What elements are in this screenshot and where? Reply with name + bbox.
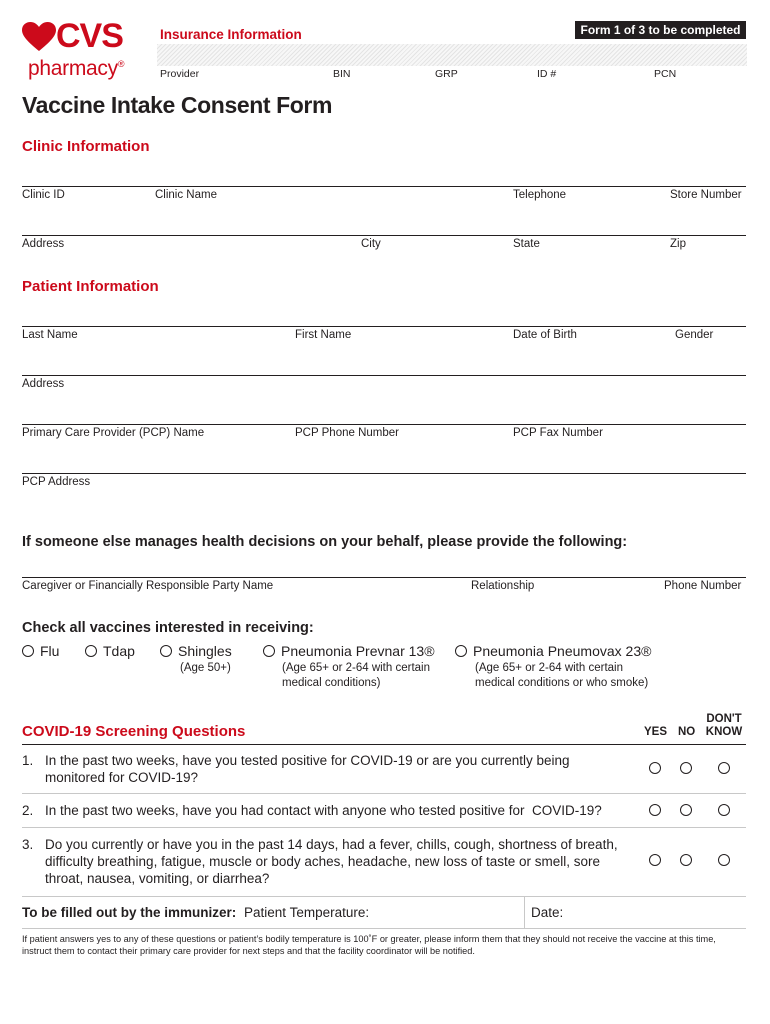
col-dontknow-header: [704, 713, 744, 739]
col-dontknow-line2: KNOW: [705, 726, 743, 738]
vaccine-option-shingles[interactable]: [160, 643, 232, 659]
patient-first-name-label: First Name: [295, 329, 352, 341]
insurance-pcn-label: PCN: [654, 68, 677, 80]
insurance-title: Insurance Information: [160, 27, 302, 42]
clinic-store-number-label: Store Number: [670, 189, 742, 201]
vaccine-option-prevnar[interactable]: [263, 643, 435, 659]
patient-row3-line[interactable]: [22, 424, 746, 425]
patient-temperature-field[interactable]: [390, 900, 520, 926]
date-label: Date:: [531, 905, 564, 920]
form-badge-text: Form 1 of 3 to be completed: [580, 23, 741, 37]
vaccine-option-flu[interactable]: [22, 643, 59, 659]
col-dontknow-line1: DON'T: [706, 713, 742, 725]
caregiver-title: If someone else manages health decisions on your behalf, please provide the following:: [22, 534, 628, 550]
covid-question-2: [22, 802, 622, 820]
clinic-zip-label: Zip: [670, 238, 686, 250]
immunizer-label: To be filled out by the immunizer:: [22, 905, 237, 920]
clinic-id-label: Clinic ID: [22, 189, 65, 201]
tdap-radio[interactable]: [85, 645, 97, 657]
shingles-note: (Age 50+): [180, 662, 231, 674]
vaccine-option-tdap[interactable]: [85, 643, 135, 659]
q1-divider: [22, 793, 746, 794]
q2-dontknow-radio[interactable]: [718, 804, 730, 816]
patient-gender-label: Gender: [675, 329, 714, 341]
covid-question-3: [22, 836, 622, 890]
q3-dontknow-radio[interactable]: [718, 854, 730, 866]
insurance-id-label: ID #: [537, 68, 557, 80]
clinic-section-title: Clinic Information: [22, 138, 150, 155]
form-badge: [575, 21, 746, 39]
heart-icon: [22, 22, 56, 52]
q3-number: 3.: [22, 837, 34, 852]
q3-yes-radio[interactable]: [649, 854, 661, 866]
q3-no-radio[interactable]: [680, 854, 692, 866]
patient-last-name-label: Last Name: [22, 329, 78, 341]
covid-question-1: [22, 752, 622, 788]
form-title: Vaccine Intake Consent Form: [22, 92, 333, 118]
immunizer-divider: [524, 897, 525, 928]
brand-sub: [28, 53, 124, 80]
caregiver-phone-label: Phone Number: [664, 580, 742, 592]
covid-section-title: COVID-19 Screening Questions: [22, 723, 246, 740]
caregiver-name-label: Caregiver or Financially Responsible Party Name: [22, 580, 274, 592]
pcp-fax-label: PCP Fax Number: [513, 427, 603, 439]
q2-yes-radio[interactable]: [649, 804, 661, 816]
clinic-city-label: City: [361, 238, 381, 250]
pneumovax-label: Pneumonia Pneumovax 23®: [473, 643, 652, 659]
footnote: If patient answers yes to any of these questions or patient’s bodily temperature is 100˚F or greater, please inform them that they should not receive the vaccine at this time, instruct them to contact their primary care provider for next steps and that the facility coordinator will be notified.: [22, 934, 716, 956]
flu-radio[interactable]: [22, 645, 34, 657]
registered-mark: ®: [117, 59, 125, 69]
q2-divider: [22, 827, 746, 828]
q2-number: 2.: [22, 803, 34, 818]
pneumovax-radio[interactable]: [455, 645, 467, 657]
shingles-radio[interactable]: [160, 645, 172, 657]
tdap-label: Tdap: [103, 643, 135, 659]
patient-temperature-label: Patient Temperature:: [244, 905, 370, 920]
patient-dob-label: Date of Birth: [513, 329, 577, 341]
pneumovax-note-2: medical conditions or who smoke): [475, 677, 649, 689]
q3-text: Do you currently or have you in the past 14 days, had a fever, chills, cough, shortness of breath, difficulty breathing, fatigue, muscle or body aches, headache, new loss of taste or smell, sore throat, nausea, vomiting, or diarrhea?: [45, 837, 618, 886]
patient-row2-line[interactable]: [22, 375, 746, 376]
brand-name: CVS: [56, 17, 123, 55]
q1-dontknow-radio[interactable]: [718, 762, 730, 774]
pcp-phone-label: PCP Phone Number: [295, 427, 399, 439]
date-field[interactable]: [570, 900, 746, 926]
clinic-address-label: Address: [22, 238, 65, 250]
caregiver-line[interactable]: [22, 577, 746, 578]
q1-no-radio[interactable]: [680, 762, 692, 774]
col-no-header: NO: [678, 726, 696, 738]
pcp-name-label: Primary Care Provider (PCP) Name: [22, 427, 205, 439]
patient-section-title: Patient Information: [22, 278, 159, 295]
q2-text: In the past two weeks, have you had contact with anyone who tested positive for COVID-19?: [45, 803, 602, 818]
clinic-telephone-label: Telephone: [513, 189, 567, 201]
immunizer-row: [22, 905, 369, 920]
insurance-field-area[interactable]: [157, 44, 747, 66]
prevnar-label: Pneumonia Prevnar 13®: [281, 643, 435, 659]
col-yes-header: YES: [644, 726, 668, 738]
flu-label: Flu: [40, 643, 60, 659]
immunizer-bottom-line: [22, 928, 746, 929]
insurance-bin-label: BIN: [333, 68, 351, 80]
q3-divider: [22, 896, 746, 897]
covid-header-line: [22, 744, 746, 745]
clinic-name-label: Clinic Name: [155, 189, 217, 201]
prevnar-radio[interactable]: [263, 645, 275, 657]
vaccine-option-pneumovax[interactable]: [455, 643, 651, 659]
prevnar-note-2: medical conditions): [282, 677, 381, 689]
patient-row4-line[interactable]: [22, 473, 746, 474]
brand-sub-text: pharmacy: [28, 57, 118, 80]
clinic-row1-line[interactable]: [22, 186, 746, 187]
caregiver-relationship-label: Relationship: [471, 580, 535, 592]
q1-number: 1.: [22, 753, 34, 768]
q1-text: In the past two weeks, have you tested positive for COVID-19 or are you currently being monitored for COVID-19?: [45, 753, 570, 785]
insurance-grp-label: GRP: [435, 68, 458, 80]
prevnar-note-1: (Age 65+ or 2-64 with certain: [282, 662, 430, 674]
pcp-address-label: PCP Address: [22, 476, 91, 488]
pneumovax-note-1: (Age 65+ or 2-64 with certain: [475, 662, 623, 674]
insurance-provider-label: Provider: [160, 68, 200, 80]
q1-yes-radio[interactable]: [649, 762, 661, 774]
clinic-row2-line[interactable]: [22, 235, 746, 236]
cvs-logo: [22, 17, 132, 82]
patient-address-label: Address: [22, 378, 65, 390]
shingles-label: Shingles: [178, 643, 232, 659]
clinic-state-label: State: [513, 238, 540, 250]
q2-no-radio[interactable]: [680, 804, 692, 816]
vaccines-title: Check all vaccines interested in receiving:: [22, 620, 314, 636]
patient-row1-line[interactable]: [22, 326, 746, 327]
